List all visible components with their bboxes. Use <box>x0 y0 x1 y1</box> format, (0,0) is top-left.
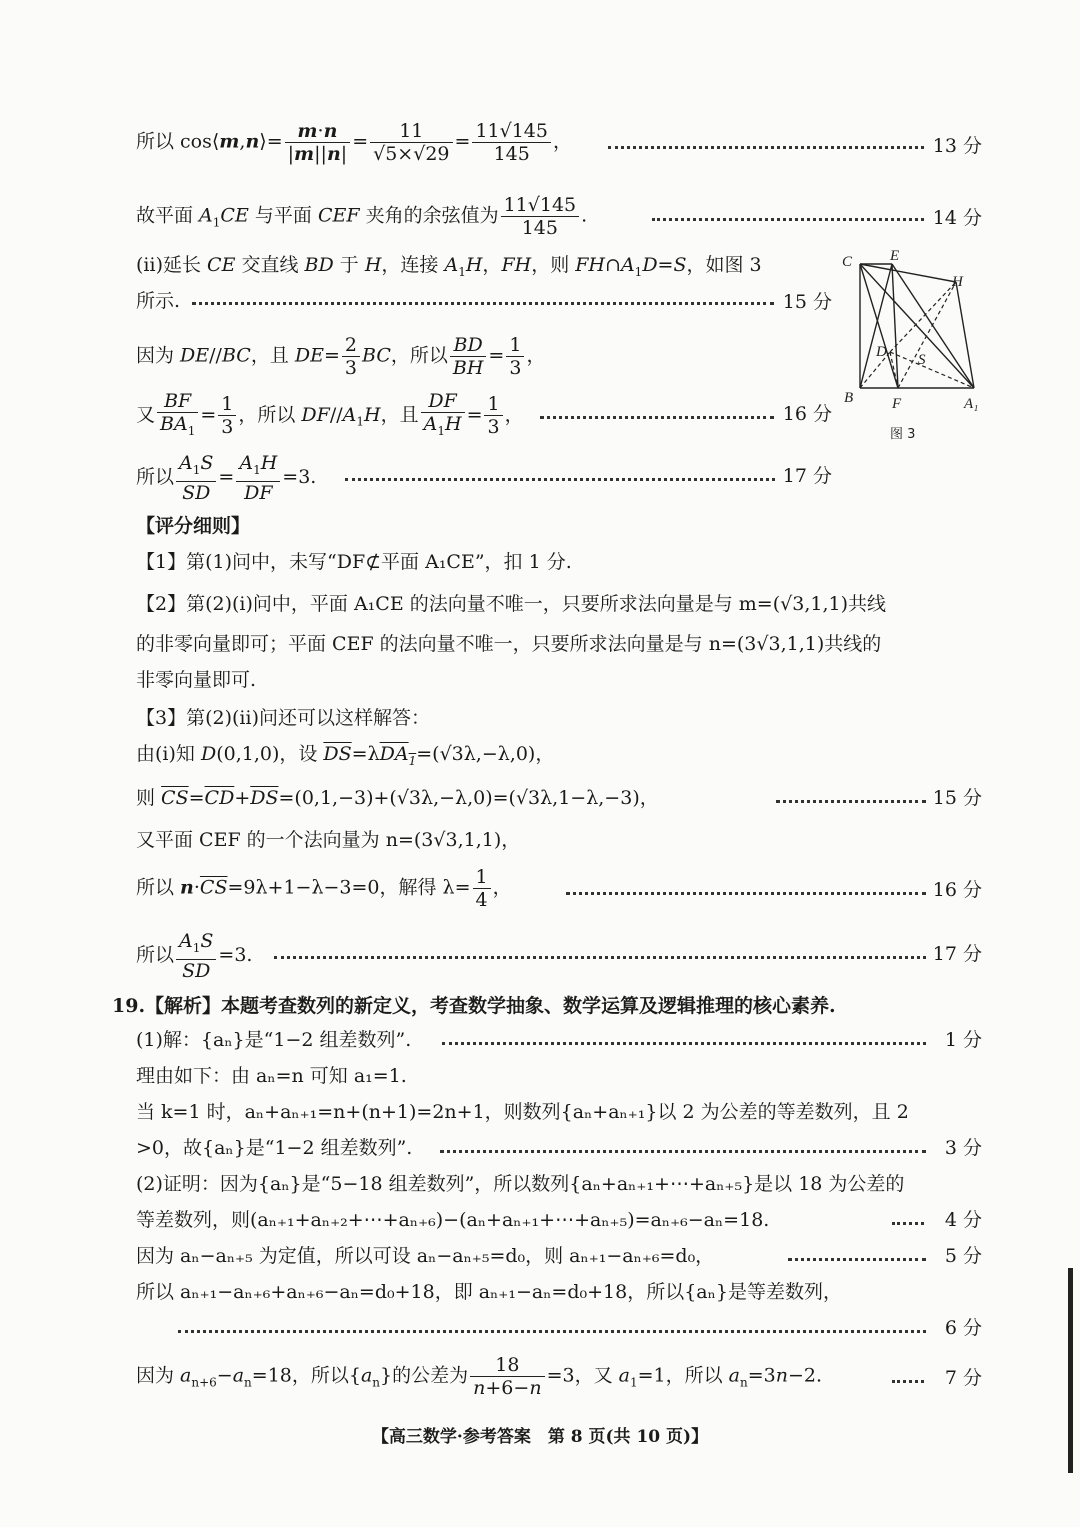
figure-3 <box>836 248 996 444</box>
score-4: 4 分 <box>944 1209 982 1231</box>
line-cos-value: 故平面 $A_1CE$ 与平面 CEF 夹角的余弦值为 $\frac{11√145}{145}$ . <box>136 194 588 239</box>
line-cs-vector: 则 $\overline{CS}=\overline{CD}+\overline{DS}=(0,1,-3)+(√3\lambda,-\lambda,0)=(√3\lambda,1-\lambda,-3)$， <box>136 787 659 809</box>
label-a1: A₁ <box>964 396 979 412</box>
figure-caption: 图 3 <box>890 427 916 442</box>
page-footer: 【高三数学·参考答案 第 8 页(共 10 页)】 <box>371 1427 709 1447</box>
q19-heading: 19.【解析】本题考查数列的新定义，考查数学抽象、数学运算及逻辑推理的核心素养. <box>112 995 836 1017</box>
leader-dots <box>345 478 775 481</box>
line-ds-vector: 由(ⅰ)知 D(0,1,0)，设 $\overline{DS}=\lambda DA_1=(√3\lambda,-\lambda,0)$， <box>136 743 555 768</box>
leader-dots <box>440 1150 926 1153</box>
score-3: 3 分 <box>944 1137 982 1159</box>
line-ratio-3: 所以 $\frac{A_1S}{SD}$ = $\frac{A_1H}{DF}$ =3. <box>136 452 317 504</box>
q19-reason: 理由如下：由 aₙ=n 可知 a₁=1. <box>136 1065 407 1087</box>
label-h: H <box>952 274 963 290</box>
rule-2-line1: 【2】第(2)(ⅰ)问中，平面 A₁CE 的法向量不唯一，只要所求法向量是与 m=(√3,1,1)共线 <box>136 593 886 615</box>
line-shown: 所示. <box>136 290 181 312</box>
score-5: 5 分 <box>944 1245 982 1267</box>
label-b: B <box>844 390 854 406</box>
label-s: S <box>918 352 926 368</box>
score-7: 7 分 <box>944 1367 982 1389</box>
leader-dots <box>892 1222 924 1225</box>
q19-general-term: 因为 $a_{n+6}-a_n=18$，所以$\{a_n\}$的公差为 $\frac{18}{n+6-n}$ =3，又 $a_1=1$，所以 $a_n=3n-2$. <box>136 1354 823 1399</box>
label-c: C <box>842 254 853 270</box>
line-ratio-3-alt: 所以 $\frac{A_1S}{SD}$ =3. <box>136 930 253 982</box>
score-16: 16 分 <box>782 403 832 425</box>
leader-dots <box>540 416 774 419</box>
leader-dots <box>776 800 926 803</box>
score-15-alt: 15 分 <box>932 787 982 809</box>
q19-part2: (2)证明：因为{aₙ}是“5−18 组差数列”，所以数列{aₙ+aₙ₊₁+⋯+aₙ₊₅}是以 18 为公差的 <box>136 1173 905 1195</box>
line-solve-lambda: 所以 $n\cdot\overline{CS}=9\lambda+1-\lambda-3=0$，解得 λ= $\frac{1}{4}$ ， <box>136 866 512 911</box>
leader-dots <box>274 956 926 959</box>
score-14: 14 分 <box>932 207 982 229</box>
score-6: 6 分 <box>944 1317 982 1339</box>
line-cos-mn: 所以 cos⟨m,n⟩= $\frac{m\cdot n}{|m||n|}$ = $\frac{11}{√5\times√29}$ = $\frac{11√145}{145}$ ， <box>136 120 573 165</box>
rule-3: 【3】第(2)(ⅱ)问还可以这样解答： <box>136 707 430 729</box>
scrollbar[interactable] <box>1068 1268 1073 1473</box>
score-13: 13 分 <box>932 135 982 157</box>
q19-d0: 因为 aₙ−aₙ₊₅ 为定值，所以可设 aₙ−aₙ₊₅=d₀，则 aₙ₊₁−aₙ₊₆=d₀， <box>136 1245 715 1267</box>
line-bf-ba1: 又 $\frac{BF}{BA_1}$ = $\frac{1}{3}$ ，所以 $DF//A_1H$，且 $\frac{DF}{A_1H}$ = $\frac{1}{3}$ ， <box>136 390 524 439</box>
q19-conclusion1: >0，故{aₙ}是“1−2 组差数列”. <box>136 1137 413 1159</box>
leader-dots <box>442 1042 926 1045</box>
heading-scoring-rules: 【评分细则】 <box>136 515 251 537</box>
rule-2-line2: 的非零向量即可；平面 CEF 的法向量不唯一，只要所求法向量是与 n=(3√3,1,1)共线的 <box>136 633 882 655</box>
label-d: D <box>876 344 887 360</box>
rule-2-line3: 非零向量即可. <box>136 669 257 691</box>
rule-1: 【1】第(1)问中，未写“DF⊄平面 A₁CE”，扣 1 分. <box>136 551 572 573</box>
q19-diff: 等差数列，则(aₙ₊₁+aₙ₊₂+⋯+aₙ₊₆)−(aₙ+aₙ₊₁+⋯+aₙ₊₅)=aₙ₊₆−aₙ=18. <box>136 1209 770 1231</box>
q19-part1: (1)解：{aₙ}是“1−2 组差数列”. <box>136 1029 412 1051</box>
line-de-bc: 因为 DE//BC，且 DE= $\frac{2}{3}$ BC，所以 $\frac{BD}{BH}$ = $\frac{1}{3}$ ， <box>136 334 546 379</box>
score-1: 1 分 <box>944 1029 982 1051</box>
q19-k1: 当 k=1 时，aₙ+aₙ₊₁=n+(n+1)=2n+1，则数列{aₙ+aₙ₊₁}以 2 为公差的等差数列，且 2 <box>136 1101 909 1123</box>
score-15: 15 分 <box>782 291 832 313</box>
leader-dots <box>566 892 926 895</box>
leader-dots <box>192 302 774 305</box>
score-17-alt: 17 分 <box>932 943 982 965</box>
q19-arith: 所以 aₙ₊₁−aₙ₊₆+aₙ₊₆−aₙ=d₀+18，即 aₙ₊₁−aₙ=d₀+18，所以{aₙ}是等差数列， <box>136 1281 842 1303</box>
score-17: 17 分 <box>782 465 832 487</box>
score-16-alt: 16 分 <box>932 879 982 901</box>
leader-dots <box>892 1380 924 1383</box>
label-e: E <box>890 248 900 264</box>
leader-dots <box>652 218 924 221</box>
line-normal-n: 又平面 CEF 的一个法向量为 n=(3√3,1,1)， <box>136 829 521 851</box>
leader-dots <box>788 1258 926 1261</box>
line-extend-ce: (ⅱ)延长 CE 交直线 BD 于 H，连接 $A_1H$，FH，则 $FH\cap A_1D=S$，如图 3 <box>136 254 762 279</box>
leader-dots <box>178 1330 926 1333</box>
label-f: F <box>892 396 902 412</box>
leader-dots <box>608 146 924 149</box>
